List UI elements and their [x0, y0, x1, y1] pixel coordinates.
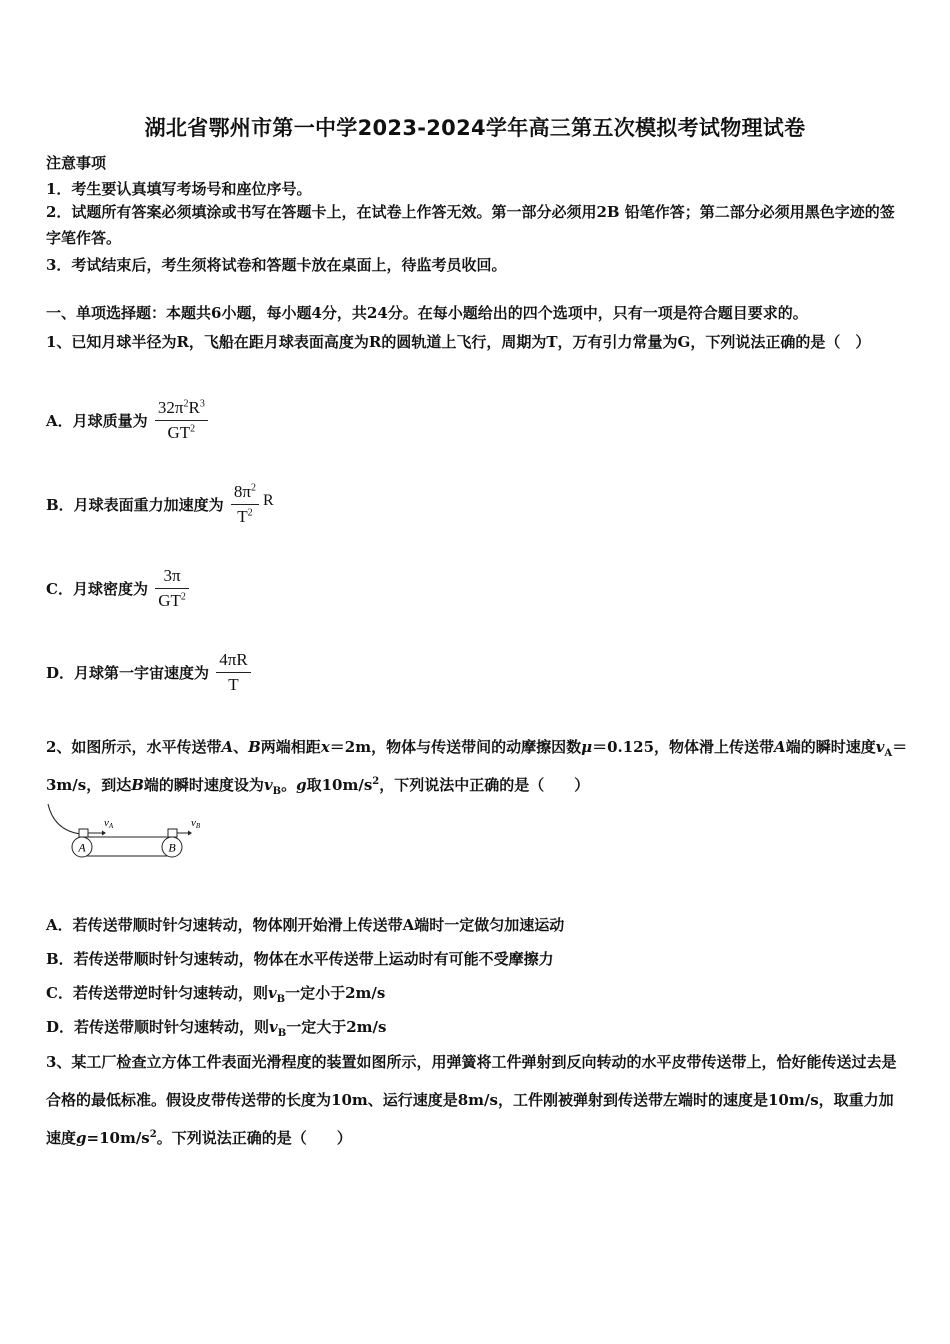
notice-item-1: 1．考生要认真填写考场号和座位序号。 [46, 180, 312, 198]
q1-option-d-label: D．月球第一宇宙速度为 [46, 664, 210, 682]
label-v: v [191, 817, 196, 829]
q2-text: 端的瞬时速度 [785, 738, 876, 756]
wheel-b-label: B [168, 840, 176, 855]
q1-option-c-label: C．月球密度为 [46, 580, 148, 598]
q2-option-b: B．若传送带顺时针匀速转动，物体在水平传送带上运动时有可能不受摩擦力 [46, 950, 554, 968]
q2-text: 两端相距 [260, 738, 321, 756]
arrow-vb-head [188, 831, 192, 836]
notice-heading: 注意事项 [46, 154, 107, 172]
q2-option-text: D．若传送带顺时针匀速转动，则 [46, 1018, 270, 1036]
q2-text: g [296, 776, 307, 794]
q2-text: B [248, 738, 261, 756]
ramp-curve [48, 804, 80, 834]
q1-option-a-formula [155, 398, 208, 443]
q2-option-text: B [276, 994, 286, 1005]
notice-item-3: 3．考试结束后，考生须将试卷和答题卡放在桌面上，待监考员收回。 [46, 256, 507, 274]
q2-text: A [774, 738, 786, 756]
label-vb [191, 817, 201, 830]
q2-text: B [131, 776, 144, 794]
question-3-stem [46, 1043, 908, 1157]
formula-text: R [263, 491, 274, 509]
conveyor-belt-diagram [46, 800, 216, 862]
q2-text: ＝2m，物体与传送带间的动摩擦因数 [329, 738, 582, 756]
q1-option-d-formula [216, 650, 250, 695]
q2-option-c [46, 982, 385, 1003]
q2-text: v [263, 776, 273, 794]
formula-exp: 2 [183, 398, 189, 410]
formula-text: T [228, 675, 239, 694]
q3-text: 3、某工厂检查立方体工件表面光滑程度的装置如图所示，用弹簧将工件弹射到反向转动的水平皮带传送带上，恰好能传送过去是合格的最低标准。假设皮带传送带的长度为10m、运行速度是8m/s，工件刚被弹射到传送带左端时的速度是10m/s，取重力加速度 [46, 1053, 897, 1147]
q2-text: 2、如图所示，水平传送带 [46, 738, 222, 756]
q2-text: μ [581, 738, 593, 756]
q2-text: ＝0.125，物体滑上传送带 [592, 738, 775, 756]
q1-option-b-formula [231, 482, 259, 527]
q2-text: 取10m/s [306, 776, 373, 794]
q1-option-c [46, 566, 191, 611]
question-2-stem [46, 728, 908, 804]
arrow-va-head [102, 831, 106, 836]
q2-option-text: v [267, 984, 277, 1002]
label-sub: B [195, 822, 201, 830]
q2-text: v [875, 738, 885, 756]
q2-option-a: A．若传送带顺时针匀速转动，物体刚开始滑上传送带A端时一定做匀加速运动 [46, 916, 565, 934]
q3-text: =10m/s [86, 1129, 150, 1147]
formula-text: 3π [163, 566, 181, 585]
q2-text: x [320, 738, 330, 756]
formula-text: T [237, 507, 248, 526]
q2-option-text: v [269, 1018, 278, 1036]
notice-item-2: 2．试题所有答案必须填涂或书写在答题卡上，在试卷上作答无效。第一部分必须用2B 铅笔作答；第二部分必须用黑色字迹的签字笔作答。 [46, 203, 895, 247]
q1-option-b [46, 482, 274, 527]
section-heading: 一、单项选择题：本题共6小题，每小题4分，共24分。在每小题给出的四个选项中，只有一项是符合题目要求的。 [46, 304, 808, 322]
q2-text: A [884, 748, 893, 759]
q2-option-text: 一定小于2m/s [285, 984, 386, 1002]
formula-text: GT [167, 423, 191, 442]
formula-exp: 2 [247, 507, 253, 519]
label-v: v [104, 817, 109, 829]
formula-exp: 2 [180, 591, 186, 603]
q2-text: 。 [281, 776, 297, 794]
q2-option-text: C．若传送带逆时针匀速转动，则 [46, 984, 268, 1002]
q2-text: ＝3m/s，到达 [46, 738, 908, 794]
label-va [104, 817, 114, 830]
label-sub: A [108, 822, 114, 830]
formula-exp: 3 [199, 398, 205, 410]
formula-exp: 2 [190, 423, 196, 435]
block-a [79, 829, 88, 837]
exam-title: 湖北省鄂州市第一中学2023-2024学年高三第五次模拟考试物理试卷 [144, 116, 806, 140]
formula-text: R [188, 398, 200, 417]
formula-text: 4πR [219, 650, 248, 669]
q1-option-b-label: B．月球表面重力加速度为 [46, 496, 224, 514]
q1-option-c-formula [155, 566, 189, 611]
q3-text: 。下列说法正确的是（ ） [156, 1129, 352, 1147]
block-b [168, 829, 177, 837]
q2-text: A [221, 738, 234, 756]
q2-text: 2 [372, 776, 380, 787]
formula-exp: 2 [251, 482, 257, 494]
q2-option-text: B [277, 1028, 287, 1039]
formula-text: GT [158, 591, 181, 610]
q1-option-a [46, 398, 210, 443]
q2-text: B [272, 786, 282, 797]
q3-text: g [76, 1129, 87, 1147]
q2-text: 、 [233, 738, 249, 756]
q1-option-a-label: A．月球质量为 [46, 412, 148, 430]
q2-option-text: 一定大于2m/s [286, 1018, 387, 1036]
q3-text: 2 [149, 1129, 157, 1140]
formula-text: 8π [233, 482, 252, 501]
wheel-a-label: A [78, 840, 86, 855]
question-1-stem: 1、已知月球半径为R，飞船在距月球表面高度为R的圆轨道上飞行，周期为T，万有引力常量为G，下列说法正确的是（ ） [46, 333, 871, 351]
q1-option-d [46, 650, 253, 695]
q2-text: 端的瞬时速度设为 [143, 776, 264, 794]
q2-option-d [46, 1016, 386, 1037]
q2-text: ，下列说法中正确的是（ ） [379, 776, 590, 794]
formula-text: 32π [157, 398, 184, 417]
